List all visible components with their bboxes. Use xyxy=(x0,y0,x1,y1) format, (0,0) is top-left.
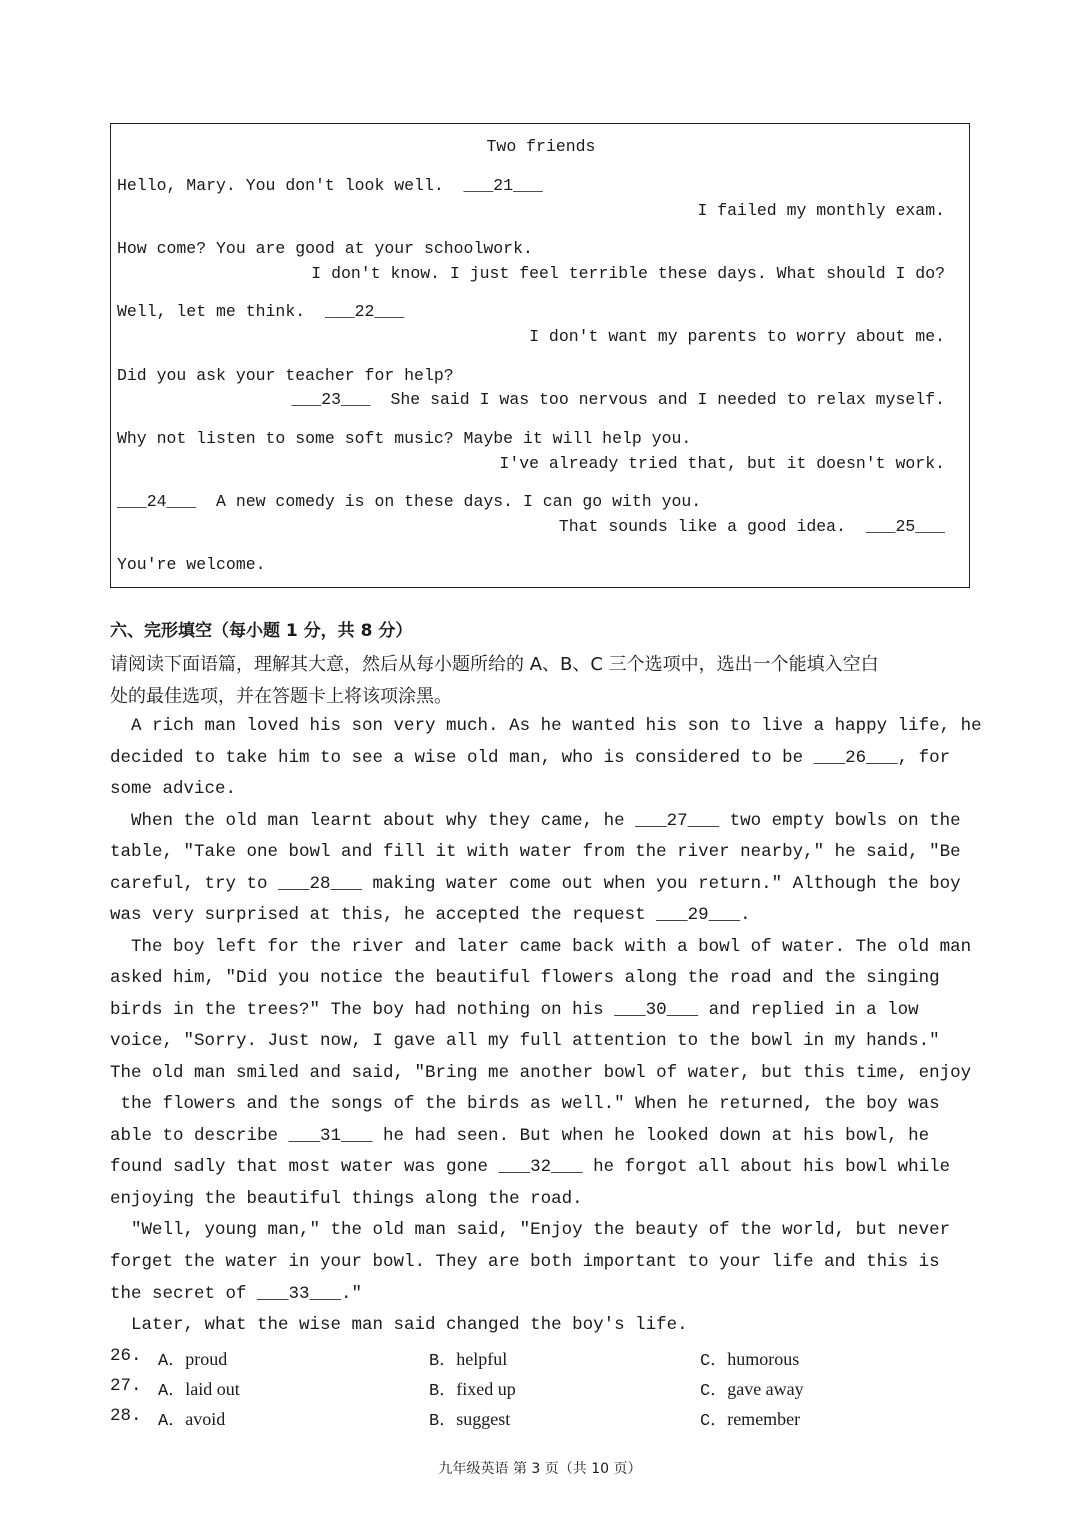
dialogue-line: ___24___ A new comedy is on these days. I can go with you. xyxy=(117,492,702,511)
option-text: remember xyxy=(727,1409,801,1429)
passage-line: the secret of ___33___." xyxy=(110,1284,363,1304)
option-letter: B． xyxy=(429,1352,457,1371)
passage-line: forget the water in your bowl. They are both important to your life and this is xyxy=(110,1252,940,1272)
option-letter: C． xyxy=(700,1382,728,1401)
passage-line: birds in the trees?" The boy had nothing on his ___30___ and replied in a low xyxy=(110,1000,919,1020)
passage-line: found sadly that most water was gone ___32___ he forgot all about his bowl while xyxy=(110,1157,951,1177)
option-letter: A． xyxy=(158,1412,186,1431)
dialogue-line: I've already tried that, but it doesn't work. xyxy=(499,454,945,473)
option-text: helpful xyxy=(456,1349,508,1369)
dialogue-line: I failed my monthly exam. xyxy=(697,201,945,220)
option-a xyxy=(158,1405,225,1431)
passage-line: some advice. xyxy=(110,779,237,799)
passage-line: table, "Take one bowl and fill it with water from the river nearby," he said, "Be xyxy=(110,842,961,862)
option-text: suggest xyxy=(456,1409,511,1429)
dialogue-box xyxy=(110,123,970,588)
option-a xyxy=(158,1345,227,1371)
passage-line: enjoying the beautiful things along the road. xyxy=(110,1189,583,1209)
passage-line: When the old man learnt about why they came, he ___27___ two empty bowls on the xyxy=(110,811,961,831)
dialogue-line: You're welcome. xyxy=(117,555,266,574)
instruction-line: 请阅读下面语篇，理解其大意，然后从每小题所给的 A、B、C 三个选项中，选出一个能填入空白 xyxy=(110,654,879,675)
option-text: fixed up xyxy=(456,1379,516,1399)
passage-line: asked him, "Did you notice the beautiful flowers along the road and the singing xyxy=(110,968,940,988)
passage-line: was very surprised at this, he accepted the request ___29___. xyxy=(110,905,751,925)
dialogue-line: How come? You are good at your schoolwork. xyxy=(117,239,533,258)
passage-line: careful, try to ___28___ making water come out when you return." Although the boy xyxy=(110,874,961,894)
passage-line: able to describe ___31___ he had seen. But when he looked down at his bowl, he xyxy=(110,1126,930,1146)
option-c xyxy=(700,1375,804,1401)
passage-line: voice, "Sorry. Just now, I gave all my full attention to the bowl in my hands." xyxy=(110,1031,940,1051)
passage-line: "Well, young man," the old man said, "Enjoy the beauty of the world, but never xyxy=(110,1220,951,1240)
question-number: 27. xyxy=(110,1376,142,1396)
option-letter: C． xyxy=(700,1352,728,1371)
dialogue-line: I don't know. I just feel terrible these days. What should I do? xyxy=(311,264,945,283)
option-text: gave away xyxy=(727,1379,804,1399)
option-c xyxy=(700,1345,799,1371)
page-footer: 九年级英语 第 3 页（共 10 页） xyxy=(438,1461,642,1477)
passage-line: The boy left for the river and later came back with a bowl of water. The old man xyxy=(110,937,972,957)
option-letter: B． xyxy=(429,1382,457,1401)
option-text: humorous xyxy=(727,1349,800,1369)
dialogue-line: I don't want my parents to worry about me. xyxy=(529,327,945,346)
option-c xyxy=(700,1405,800,1431)
option-letter: C． xyxy=(700,1412,728,1431)
dialogue-line: That sounds like a good idea. ___25___ xyxy=(558,517,945,536)
option-letter: B． xyxy=(429,1412,457,1431)
option-a xyxy=(158,1375,240,1401)
dialogue-line: Well, let me think. ___22___ xyxy=(117,302,405,321)
option-text: laid out xyxy=(185,1379,240,1399)
question-number: 28. xyxy=(110,1406,142,1426)
dialogue-title: Two friends xyxy=(486,137,596,156)
passage-line: the flowers and the songs of the birds as well." When he returned, the boy was xyxy=(110,1094,940,1114)
option-letter: A． xyxy=(158,1352,186,1371)
option-b xyxy=(429,1375,516,1401)
passage-line: A rich man loved his son very much. As he wanted his son to live a happy life, he xyxy=(110,716,982,736)
option-b xyxy=(429,1405,510,1431)
option-b xyxy=(429,1345,507,1371)
question-number: 26. xyxy=(110,1346,142,1366)
passage-line: The old man smiled and said, "Bring me another bowl of water, but this time, enjoy xyxy=(110,1063,972,1083)
dialogue-line: Did you ask your teacher for help? xyxy=(117,366,454,385)
option-letter: A． xyxy=(158,1382,186,1401)
passage-line: Later, what the wise man said changed the boy's life. xyxy=(110,1315,688,1335)
instruction-line: 处的最佳选项，并在答题卡上将该项涂黑。 xyxy=(110,686,452,707)
option-text: proud xyxy=(185,1349,228,1369)
dialogue-line: Why not listen to some soft music? Maybe it will help you. xyxy=(117,429,692,448)
passage-line: decided to take him to see a wise old man, who is considered to be ___26___, for xyxy=(110,748,951,768)
option-text: avoid xyxy=(185,1409,226,1429)
section-heading: 六、完形填空（每小题 1 分，共 8 分） xyxy=(110,621,413,641)
dialogue-line: ___23___ She said I was too nervous and I needed to relax myself. xyxy=(291,390,945,409)
dialogue-line: Hello, Mary. You don't look well. ___21___ xyxy=(117,176,543,195)
